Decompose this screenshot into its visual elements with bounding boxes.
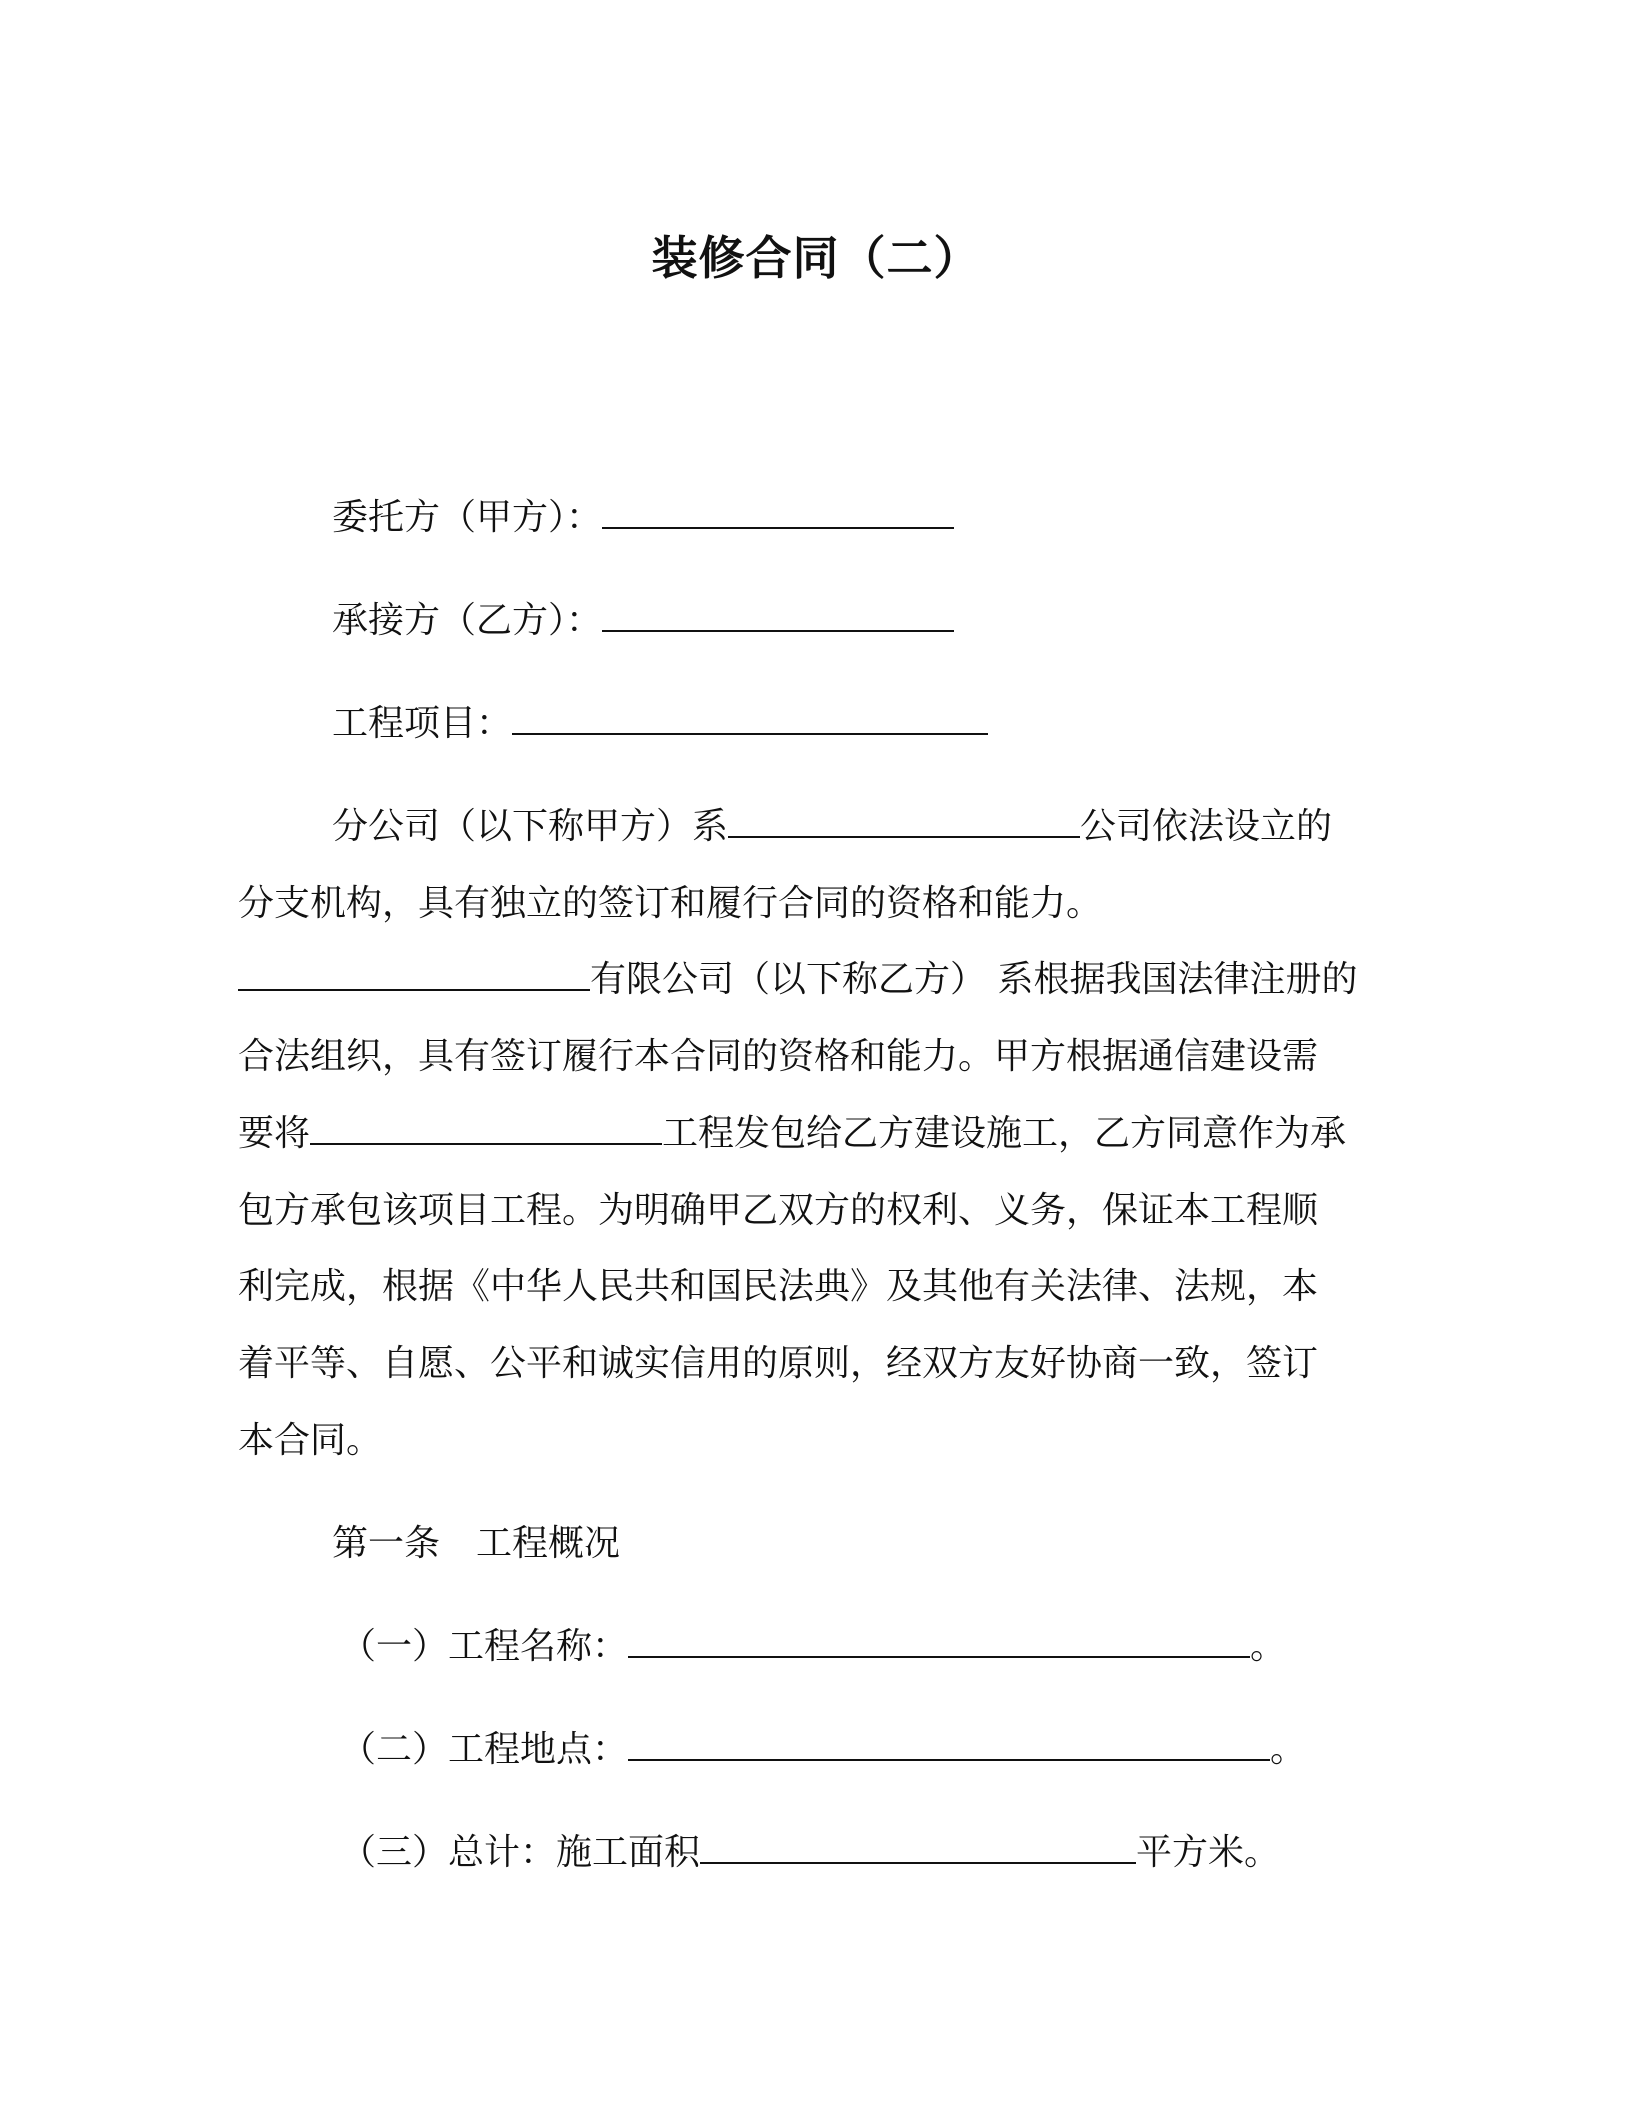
project-blank xyxy=(512,697,988,735)
body-text: 有限公司（以下称乙方） 系根据我国法律注册的 xyxy=(590,959,1358,1000)
party-a-label: 委托方（甲方）： xyxy=(332,497,603,538)
article-1-heading: 第一条 工程概况 xyxy=(332,1523,621,1564)
body-line-6 xyxy=(238,1183,1318,1239)
body-text: 分公司（以下称甲方）系 xyxy=(332,806,729,847)
article-1-item-2 xyxy=(340,1722,1306,1778)
body-line-4 xyxy=(238,1029,1318,1085)
item-label: （二）工程地点： xyxy=(340,1729,629,1770)
body-line-3 xyxy=(238,952,1357,1008)
body-line-7 xyxy=(238,1259,1318,1315)
area-blank xyxy=(700,1826,1136,1864)
item-end: 。 xyxy=(1250,1626,1287,1667)
party-a-line xyxy=(332,490,954,546)
contractor-blank xyxy=(238,953,590,991)
body-text: 本合同。 xyxy=(238,1420,383,1461)
body-text: 公司依法设立的 xyxy=(1080,806,1333,847)
body-text: 着平等、自愿、公平和诚实信用的原则，经双方友好协商一致，签订 xyxy=(238,1343,1319,1384)
item-label: （三）总计：施工面积 xyxy=(340,1832,701,1873)
body-text: 要将 xyxy=(238,1113,311,1154)
body-line-8 xyxy=(238,1336,1318,1392)
article-1-item-1 xyxy=(340,1619,1286,1675)
item-end: 平方米。 xyxy=(1136,1832,1281,1873)
item-end: 。 xyxy=(1270,1729,1307,1770)
project-name-blank xyxy=(310,1107,662,1145)
party-b-blank xyxy=(602,594,954,632)
item-label: （一）工程名称： xyxy=(340,1626,629,1667)
project-name-field-blank xyxy=(628,1620,1250,1658)
body-text: 工程发包给乙方建设施工，乙方同意作为承 xyxy=(662,1113,1347,1154)
body-text: 合法组织，具有签订履行本合同的资格和能力。甲方根据通信建设需 xyxy=(238,1036,1319,1077)
body-text: 利完成，根据《中华人民共和国民法典》及其他有关法律、法规，本 xyxy=(238,1266,1319,1307)
body-text: 分支机构，具有独立的签订和履行合同的资格和能力。 xyxy=(238,883,1103,924)
project-label: 工程项目： xyxy=(332,703,513,744)
body-text: 包方承包该项目工程。为明确甲乙双方的权利、义务，保证本工程顺 xyxy=(238,1190,1319,1231)
party-b-line xyxy=(332,593,954,649)
company-blank xyxy=(728,800,1080,838)
body-line-1 xyxy=(332,799,1332,855)
article-1-item-3 xyxy=(340,1825,1280,1881)
body-line-5 xyxy=(238,1106,1346,1162)
party-b-label: 承接方（乙方）： xyxy=(332,600,603,641)
party-a-blank xyxy=(602,491,954,529)
body-line-9 xyxy=(238,1413,382,1469)
body-line-2 xyxy=(238,876,1102,932)
project-line xyxy=(332,696,988,752)
project-location-blank xyxy=(628,1723,1270,1761)
document-title: 装修合同（二） xyxy=(651,231,981,285)
